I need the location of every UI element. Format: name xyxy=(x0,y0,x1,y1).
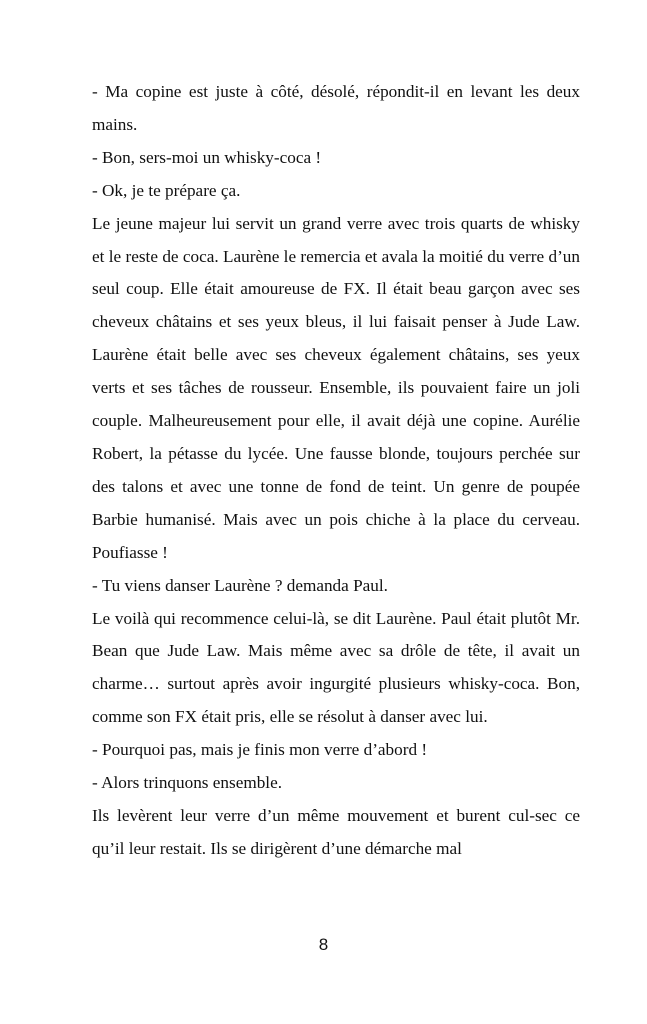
paragraph: - Tu viens danser Laurène ? demanda Paul. xyxy=(92,575,388,595)
page-number: 8 xyxy=(318,935,329,954)
paragraph: - Bon, sers-moi un whisky-coca ! xyxy=(92,147,322,167)
paragraph: Ils levèrent leur verre d’un même mouvement et burent cul-sec ce qu’il leur restait. Ils se dirigèrent d’une démarche mal xyxy=(92,805,580,858)
body-text xyxy=(92,76,580,866)
paragraph: - Ok, je te prépare ça. xyxy=(92,180,241,200)
paragraph: - Alors trinquons ensemble. xyxy=(92,773,282,793)
paragraph: Le voilà qui recommence celui-là, se dit Laurène. Paul était plutôt Mr. Bean que Jude Law. Mais même avec sa drôle de tête, il avait un charme… surtout après avoir ingurgité plusieurs whisky-coca. Bon, comme son FX était pris, elle se résolut à danser avec lui. xyxy=(92,608,580,727)
paragraph: - Ma copine est juste à côté, désolé, répondit-il en levant les deux mains. xyxy=(92,82,580,134)
paragraph: - Pourquoi pas, mais je finis mon verre d’abord ! xyxy=(92,740,428,760)
paragraph: Le jeune majeur lui servit un grand verre avec trois quarts de whisky et le reste de coca. Laurène le remercia et avala la moitié du verre d’un seul coup. Elle était amoureuse de FX. Il était beau garçon avec ses cheveux châtains et ses yeux bleus, il lui faisait penser à Jude Law. Laurène était belle avec ses cheveux également châtains, ses yeux verts et ses tâches de rousseur. Ensemble, ils pouvaient faire un joli couple. Malheureusement pour elle, il avait déjà une copine. Aurélie Robert, la pétasse du lycée. Une fausse blonde, toujours perchée sur des talons et avec une tonne de fond de teint. Un genre de poupée Barbie humanisé. Mais avec un pois chiche à la place du cerveau. Poufiasse ! xyxy=(92,213,580,562)
